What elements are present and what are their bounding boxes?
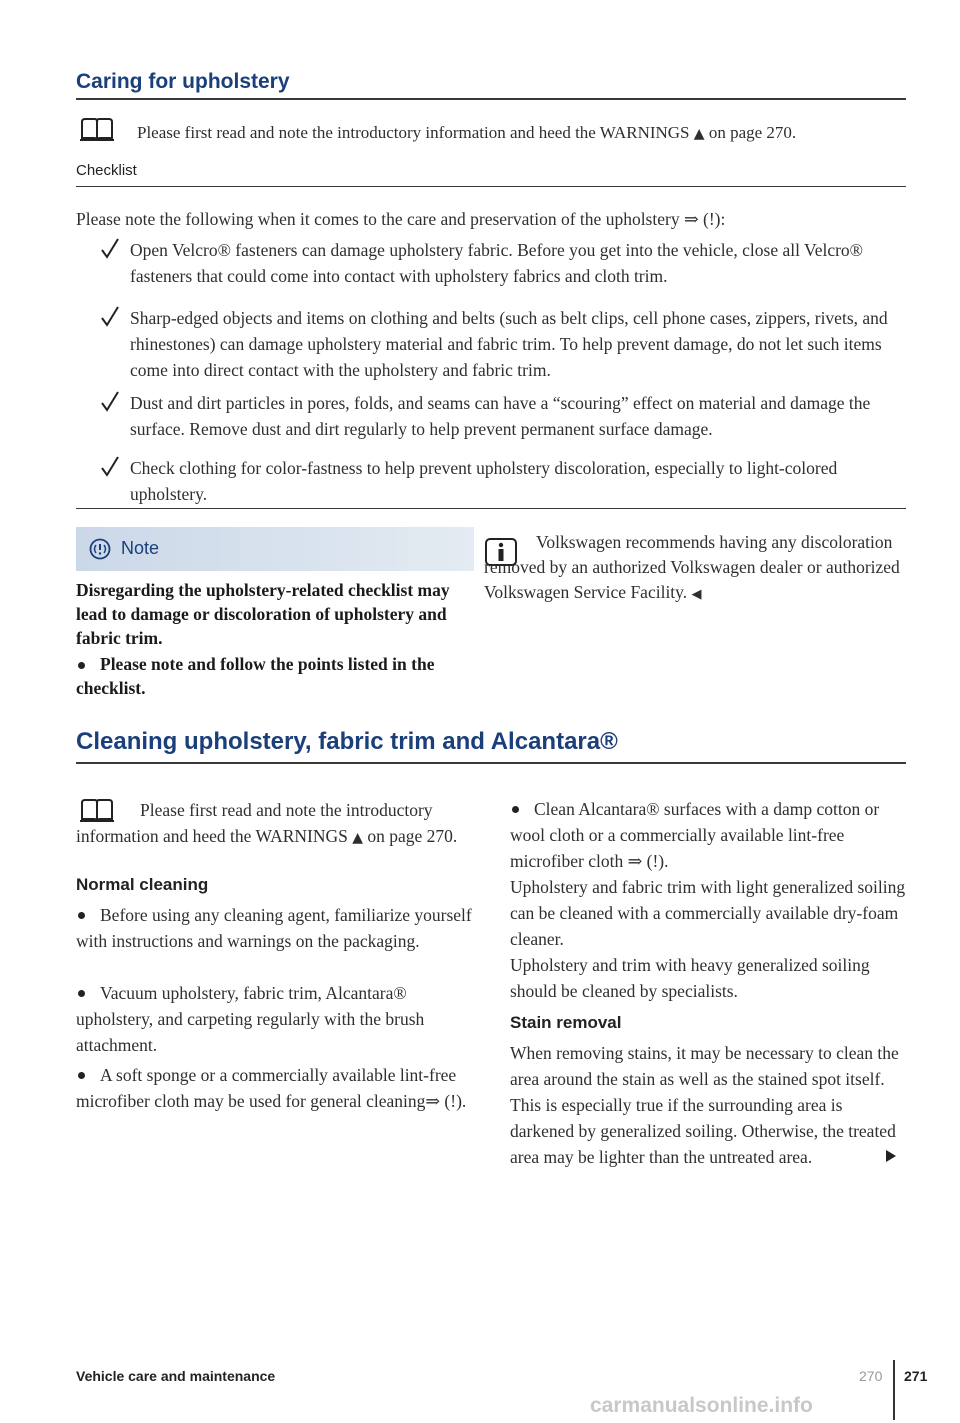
- right-bullet: Clean Alcantara® surfaces with a damp cotton or wool cloth or a commercially available lint-free microfiber cloth ⇒ (!).: [510, 799, 880, 871]
- intro-text-2: Please first read and note the introductory information and heed the WARNINGS ▲ on page 270.: [76, 800, 458, 846]
- checklist-item: Open Velcro® fasteners can damage upholstery fabric. Before you get into the vehicle, close all Velcro® fasteners that could come into contact with upholstery fabrics and cloth trim.: [100, 237, 910, 289]
- page-number-left: 270: [859, 1368, 883, 1384]
- continue-arrow-icon: [885, 1149, 897, 1163]
- stain-removal-heading: Stain removal: [510, 1013, 622, 1032]
- left-bullet-3: A soft sponge or a commercially available lint-free microfiber cloth may be used for general cleaning⇒ (!).: [76, 1065, 467, 1111]
- checkmark-icon: [100, 237, 120, 259]
- note-title: Note: [121, 538, 160, 558]
- section2-rule: [76, 762, 906, 764]
- left-bullet-1: Before using any cleaning agent, familiarize yourself with instructions and warnings on the packaging.: [76, 905, 472, 951]
- checklist-label: Checklist: [76, 162, 137, 179]
- right-para-1: Upholstery and fabric trim with light generalized soiling can be cleaned with a commercially available dry-foam cleaner.: [510, 877, 906, 949]
- page-number-right: 271: [904, 1368, 928, 1384]
- note-bold-text: Disregarding the upholstery-related checklist may lead to damage or discoloration of upholstery and fabric trim.: [76, 580, 450, 648]
- left-bullet-2: Vacuum upholstery, fabric trim, Alcantara® upholstery, and carpeting regularly with the brush attachment.: [76, 983, 425, 1055]
- intro-text-1: Please first read and note the introductory information and heed the WARNINGS ▲ on page 270.: [137, 123, 797, 142]
- title-rule: [76, 98, 906, 100]
- warning-icon: ▲: [352, 830, 364, 846]
- section-title-cleaning: Cleaning upholstery, fabric trim and Alcantara®: [76, 728, 618, 755]
- checkmark-icon: [100, 455, 120, 477]
- right-para-2: Upholstery and trim with heavy generalized soiling should be cleaned by specialists.: [510, 955, 870, 1001]
- normal-cleaning-heading: Normal cleaning: [76, 875, 209, 894]
- checklist-rule: [76, 186, 906, 187]
- warning-icon: ▲: [693, 126, 705, 142]
- checklist-item: Dust and dirt particles in pores, folds, and seams can have a “scouring” effect on material and damage the surface. Remove dust and dirt regularly to help prevent permanent surface damage.: [100, 390, 910, 442]
- checkmark-icon: [100, 305, 120, 327]
- info-text: Volkswagen recommends having any discoloration removed by an authorized Volkswagen dealer or authorized Volkswagen Service Facility. ◀: [484, 532, 900, 602]
- checklist-intro: Please note the following when it comes to the care and preservation of the upholstery ⇒ (!):: [76, 209, 726, 229]
- checklist-item: Sharp-edged objects and items on clothing and belts (such as belt clips, cell phone cases, zippers, rivets, and rhinestones) can damage upholstery material and fabric trim. To help prevent damage, do not let such items come into direct contact with the upholstery and fabric trim.: [100, 305, 910, 383]
- note-bullet-text: Please note and follow the points listed in the checklist.: [76, 654, 435, 698]
- note-box: [76, 527, 474, 571]
- note-icon: [88, 537, 112, 561]
- stain-text: When removing stains, it may be necessary to clean the area around the stain as well as the stained spot itself. This is especially true if the surrounding area is darkened by generalized soiling. Otherwise, the treated area may be lighter than the untreated area.: [510, 1043, 899, 1167]
- page-divider: [893, 1360, 895, 1420]
- section-title-caring: Caring for upholstery: [76, 70, 290, 93]
- checklist-end-rule: [76, 508, 906, 509]
- checkmark-icon: [100, 390, 120, 412]
- end-marker-icon: ◀: [691, 587, 702, 602]
- footer-section-label: Vehicle care and maintenance: [76, 1368, 276, 1384]
- checklist-item: Check clothing for color-fastness to help prevent upholstery discoloration, especially to light-colored upholstery.: [100, 455, 910, 507]
- watermark: carmanualsonline.info: [590, 1394, 813, 1417]
- book-icon: [78, 116, 116, 144]
